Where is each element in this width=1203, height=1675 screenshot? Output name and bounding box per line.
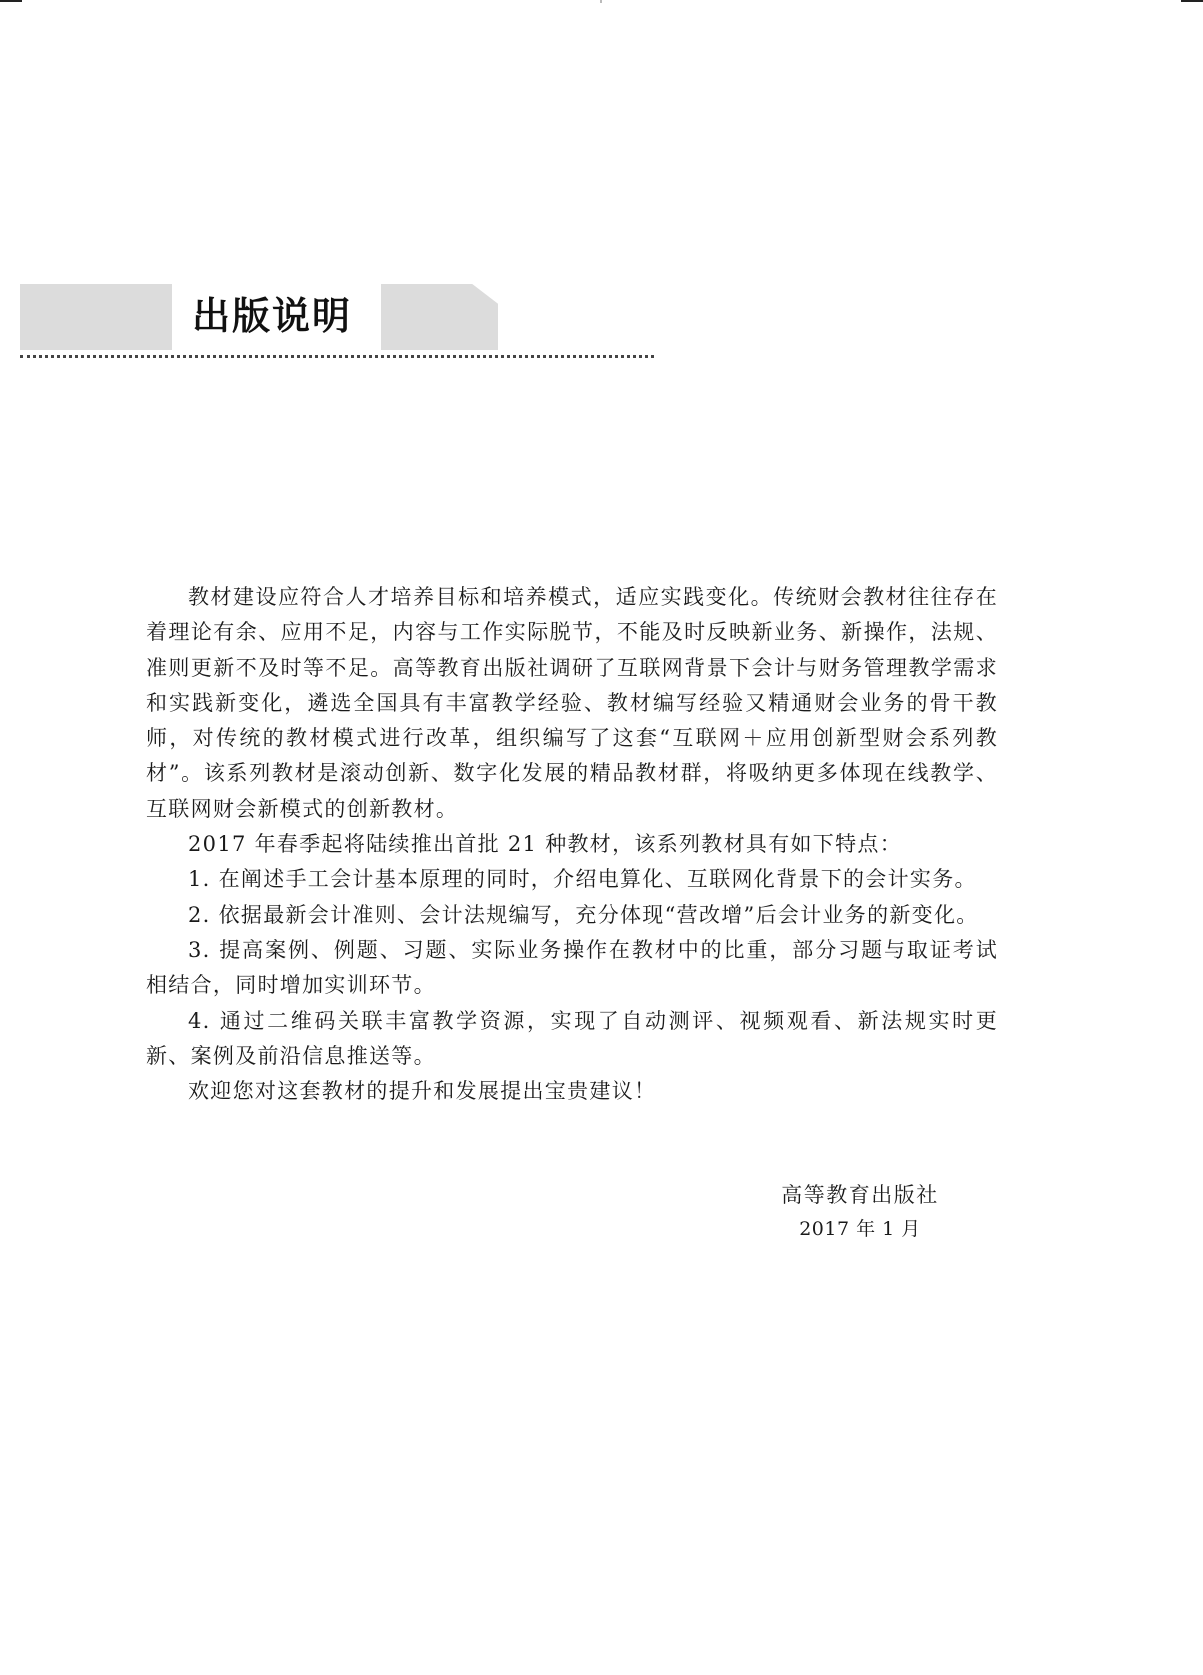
section-heading (20, 284, 498, 350)
publisher-name: 高等教育出版社 (781, 1183, 939, 1207)
dotted-divider (20, 355, 654, 358)
paragraph-release: 2017 年春季起将陆续推出首批 21 种教材，该系列教材具有如下特点： (188, 832, 902, 857)
heading-bar-left (20, 284, 172, 350)
feature-item-1: 1. 在阐述手工会计基本原理的同时，介绍电算化、互联网化背景下的会计实务。 (188, 867, 977, 892)
feature-item-3: 3. 提高案例、例题、习题、实际业务操作在教材中的比重，部分习题与取证考试相结合，同时增加实训环节。 (146, 937, 998, 998)
paragraph-closing: 欢迎您对这套教材的提升和发展提出宝贵建议！ (188, 1079, 657, 1104)
crop-mark-left (0, 0, 22, 2)
crop-mark-right (1181, 0, 1203, 2)
paragraph-intro: 教材建设应符合人才培养目标和培养模式，适应实践变化。传统财会教材往往存在着理论有余、应用不足，内容与工作实际脱节，不能及时反映新业务、新操作，法规、准则更新不及时等不足。高等教育出版社调研了互联网背景下会计与财务管理教学需求和实践新变化，遴选全国具有丰富教学经验、教材编写经验又精通财会业务的骨干教师，对传统的教材模式进行改革，组织编写了这套“互联网＋应用创新型财会系列教材”。该系列教材是滚动创新、数字化发展的精品教材群，将吸纳更多体现在线教学、互联网财会新模式的创新教材。 (146, 585, 998, 821)
body-text (146, 580, 998, 1109)
feature-item-2: 2. 依据最新会计准则、会计法规编写，充分体现“营改增”后会计业务的新变化。 (188, 902, 979, 927)
page-title: 出版说明 (192, 293, 353, 338)
feature-item-4: 4. 通过二维码关联丰富教学资源，实现了自动测评、视频观看、新法规实时更新、案例及前沿信息推送等。 (146, 1008, 998, 1068)
heading-bar-right (381, 284, 498, 350)
publish-date: 2017 年 1 月 (799, 1218, 921, 1240)
crop-mark-center (600, 0, 602, 3)
signature-block (760, 1178, 960, 1246)
